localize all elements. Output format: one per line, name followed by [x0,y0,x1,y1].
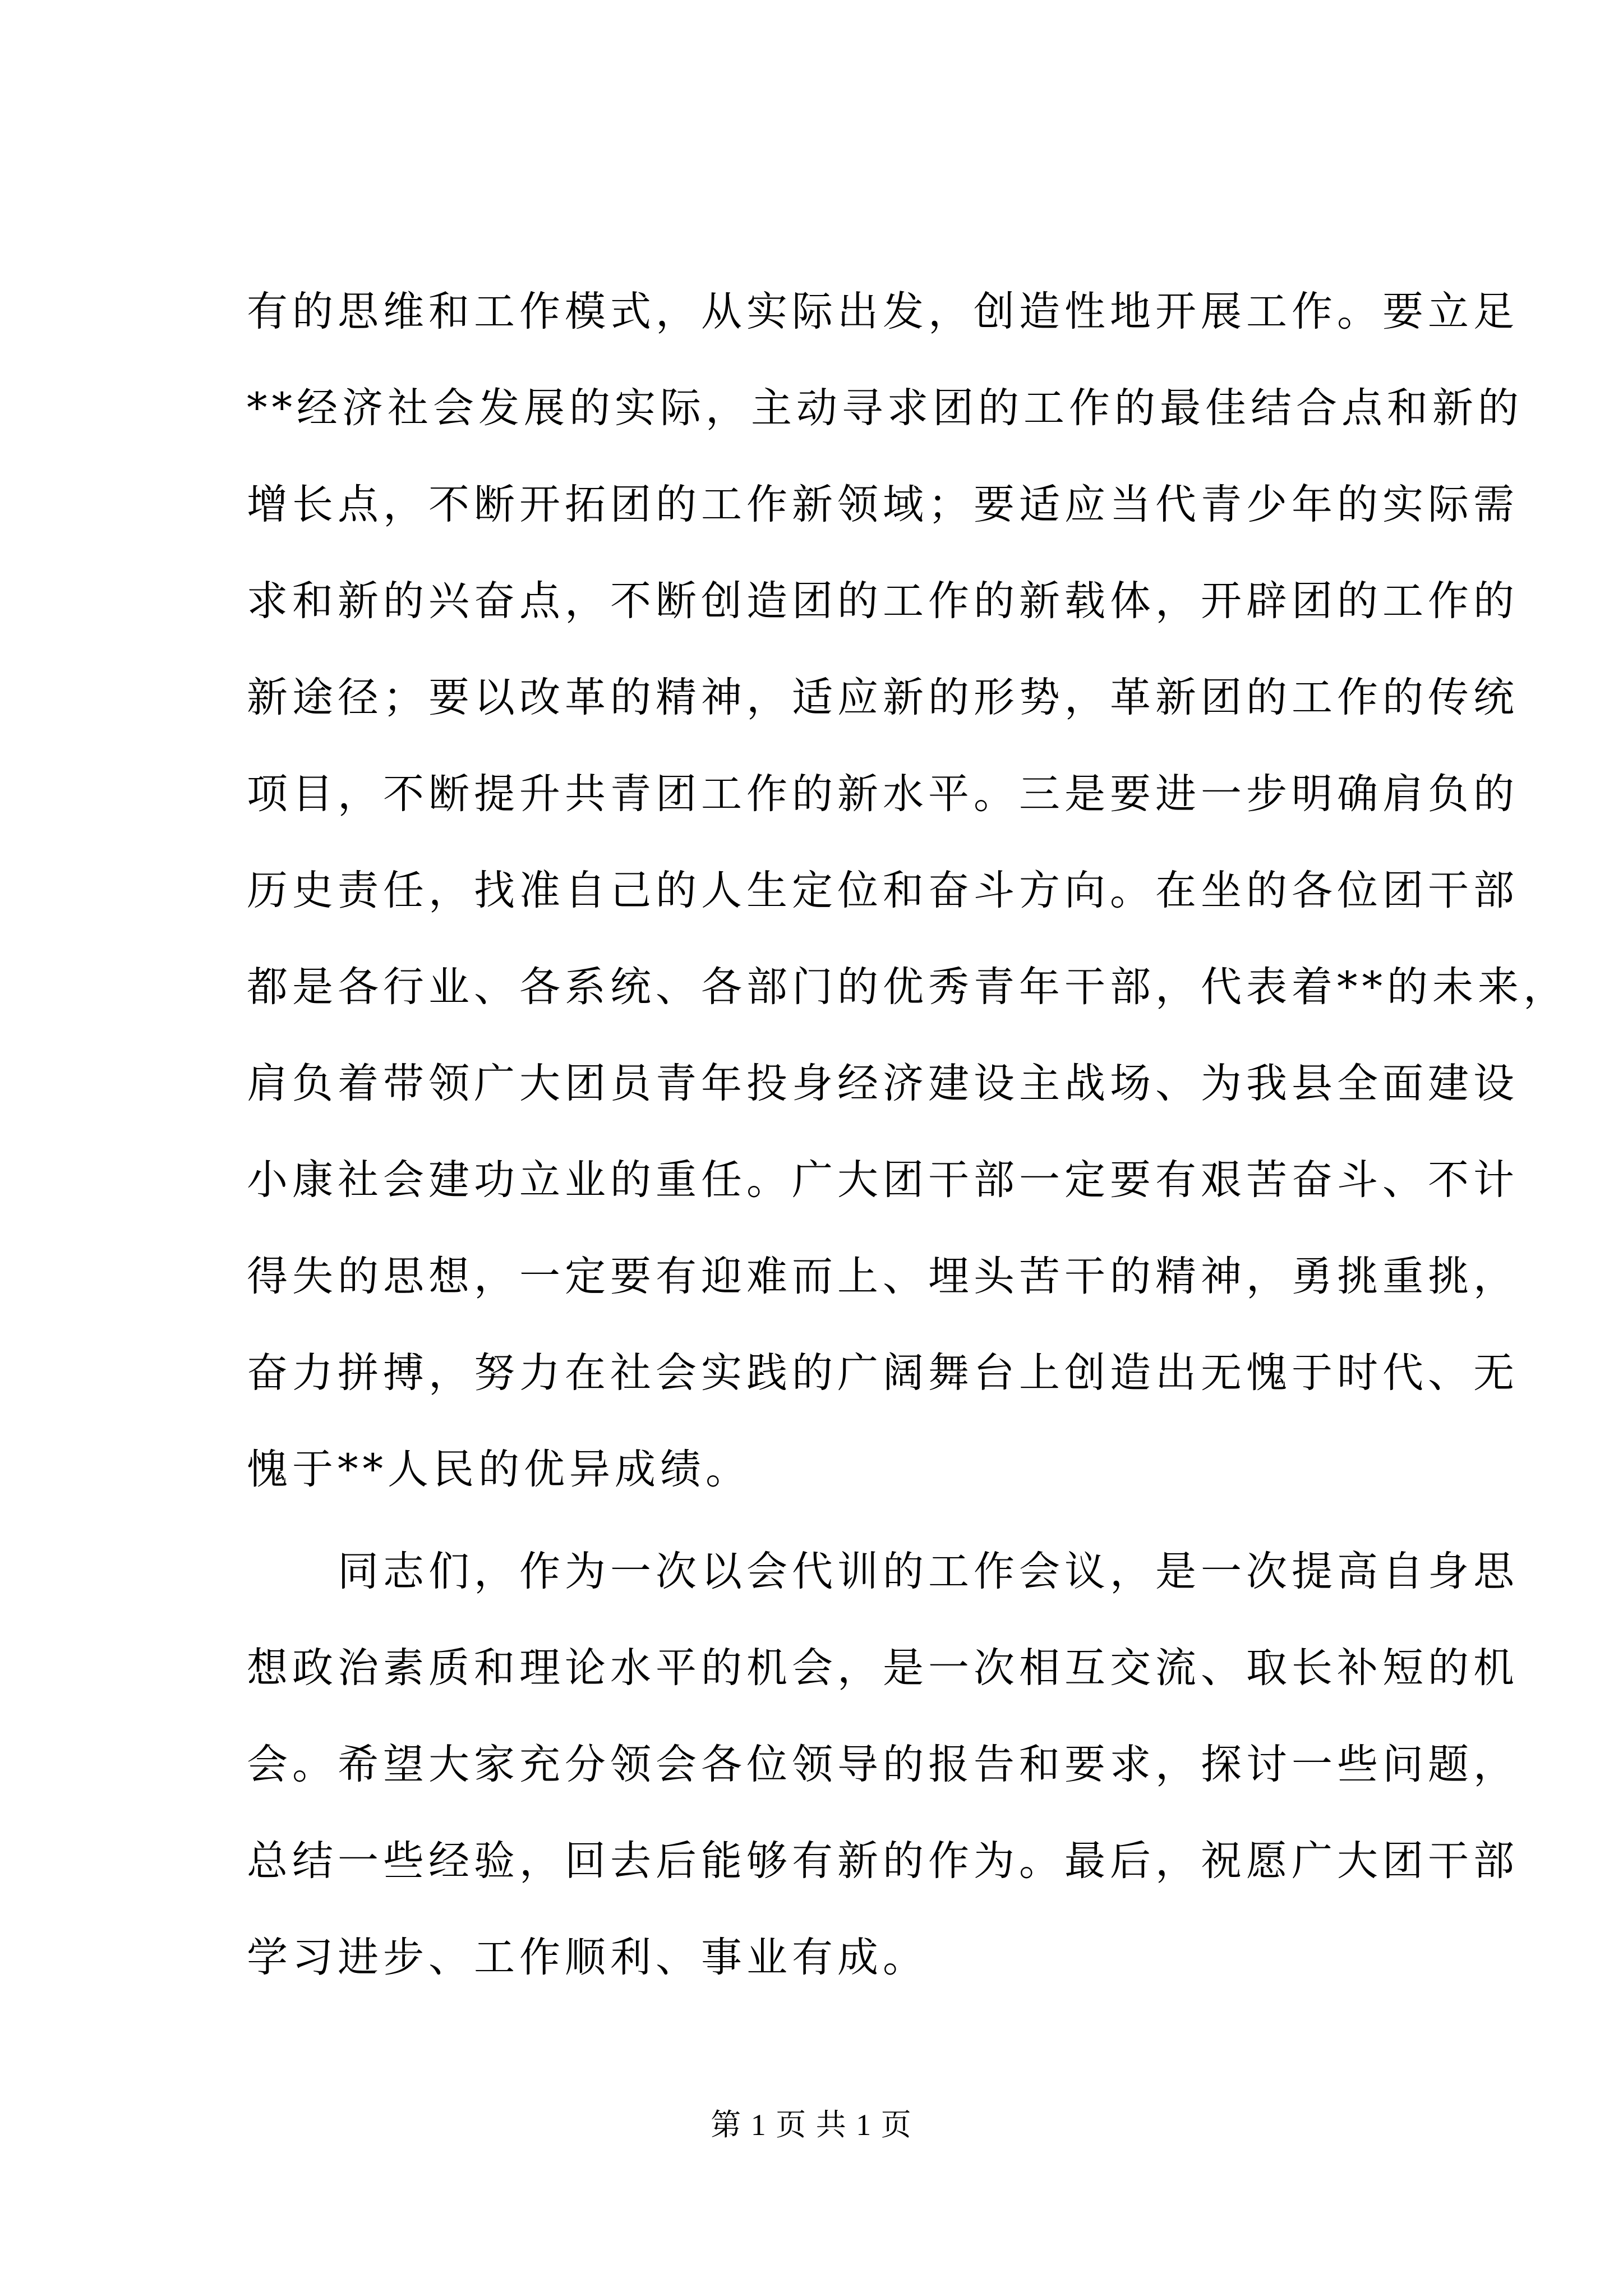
text-line: 肩负着带领广大团员青年投身经济建设主战场、为我县全面建设 [247,1060,1519,1107]
text-line: 项目，不断提升共青团工作的新水平。三是要进一步明确肩负的 [247,770,1519,818]
text-line: 增长点，不断开拓团的工作新领域；要适应当代青少年的实际需 [247,481,1519,528]
paragraph-2 [247,1524,1519,2006]
page-footer [0,2101,1623,2144]
text-line: 愧于**人民的优异成绩。 [247,1446,751,1493]
text-line: **经济社会发展的实际，主动寻求团的工作的最佳结合点和新的 [247,384,1523,432]
text-line: 新途径；要以改革的精神，适应新的形势，革新团的工作的传统 [247,674,1519,721]
text-line: 历史责任，找准自己的人生定位和奋斗方向。在坐的各位团干部 [247,867,1519,914]
page-number: 第 1 页 共 1 页 [711,2108,912,2142]
text-line: 得失的思想，一定要有迎难而上、埋头苦干的精神，勇挑重挑， [247,1253,1519,1300]
text-line: 求和新的兴奋点，不断创造团的工作的新载体，开辟团的工作的 [247,577,1519,625]
text-line: 会。希望大家充分领会各位领导的报告和要求，探讨一些问题， [247,1741,1519,1788]
body-text [247,264,1569,2006]
text-line: 同志们，作为一次以会代训的工作会议，是一次提高自身思 [247,1548,1519,1595]
paragraph-gap [247,1518,1424,1524]
text-line: 想政治素质和理论水平的机会，是一次相互交流、取长补短的机 [247,1644,1519,1692]
text-line: 奋力拼搏，努力在社会实践的广阔舞台上创造出无愧于时代、无 [247,1349,1519,1397]
paragraph-1 [247,264,1569,1518]
text-line: 小康社会建功立业的重任。广大团干部一定要有艰苦奋斗、不计 [247,1156,1519,1204]
text-line: 都是各行业、各系统、各部门的优秀青年干部，代表着**的未来， [247,963,1569,1011]
text-line: 学习进步、工作顺利、事业有成。 [247,1934,928,1981]
text-line: 总结一些经验，回去后能够有新的作为。最后，祝愿广大团干部 [247,1837,1519,1885]
text-line: 有的思维和工作模式，从实际出发，创造性地开展工作。要立足 [247,288,1519,335]
